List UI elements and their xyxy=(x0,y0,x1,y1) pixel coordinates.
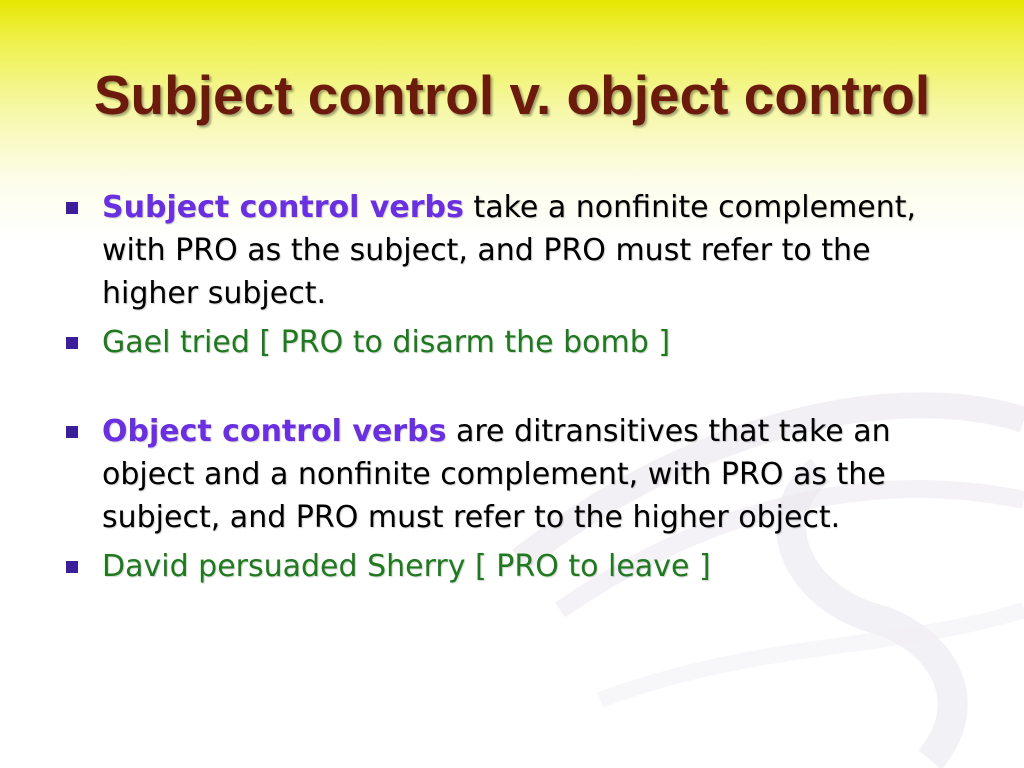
example-sentence: Gael tried [ PRO to disarm the bomb ] xyxy=(102,325,671,360)
slide-title: Subject control v. object control xyxy=(93,64,931,126)
bullet-list xyxy=(62,186,962,594)
square-bullet-icon xyxy=(66,337,78,349)
bullet-item-subject-control-example xyxy=(62,321,962,364)
square-bullet-icon xyxy=(66,426,78,438)
square-bullet-icon xyxy=(66,202,78,214)
bullet-item-object-control-definition xyxy=(62,410,962,539)
term-subject-control-verbs: Subject control verbs xyxy=(102,190,464,225)
bullet-item-subject-control-definition xyxy=(62,186,962,315)
square-bullet-icon xyxy=(66,561,78,573)
definition-text: are ditransitives that take an object and a nonfinite complement, with PRO as the subject, and PRO must refer to the higher object. xyxy=(102,414,891,535)
definition-text: take a nonfinite complement, with PRO as the subject, and PRO must refer to the higher subject. xyxy=(102,190,917,311)
term-object-control-verbs: Object control verbs xyxy=(102,414,447,449)
example-sentence: David persuaded Sherry [ PRO to leave ] xyxy=(102,549,711,584)
bullet-item-object-control-example xyxy=(62,545,962,588)
